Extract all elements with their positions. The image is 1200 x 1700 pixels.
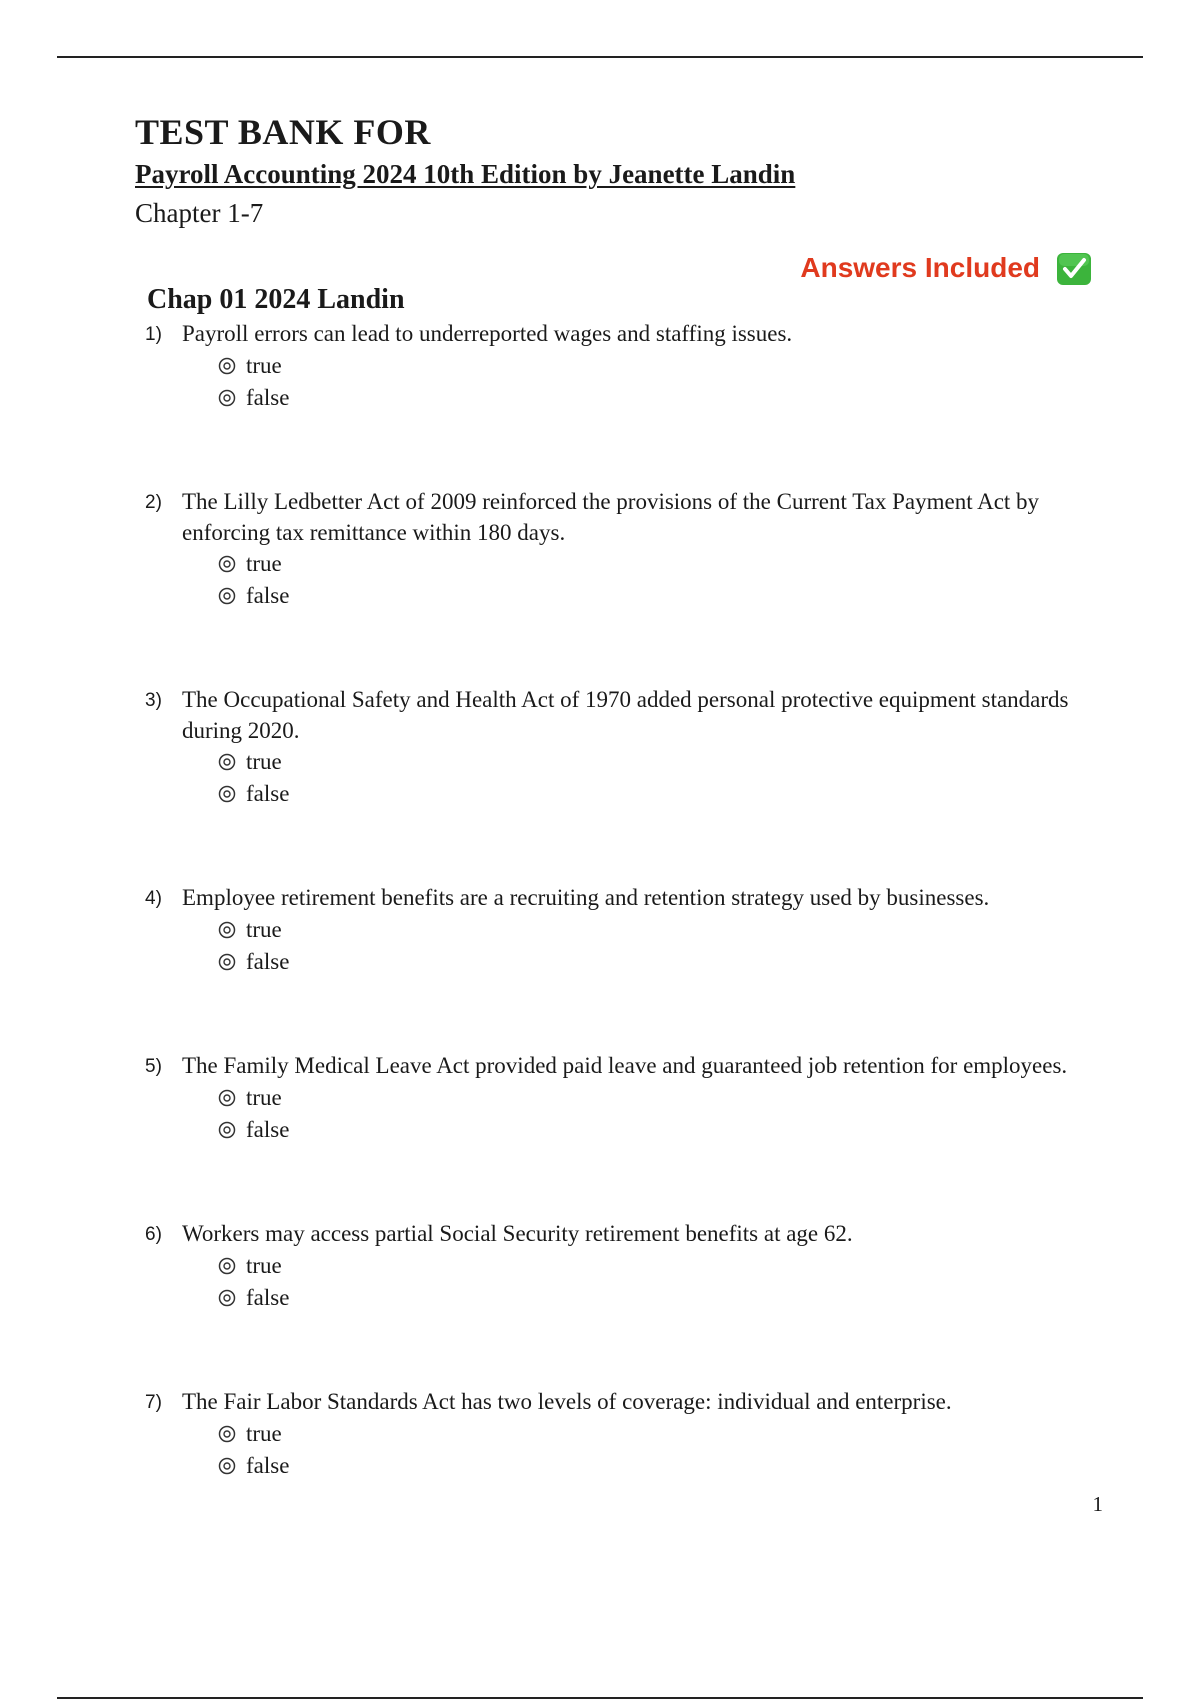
answer-options	[218, 1082, 1105, 1146]
answer-option-label: true	[246, 1253, 282, 1278]
answer-option-label: false	[246, 385, 290, 410]
radio-button-icon[interactable]	[218, 953, 236, 971]
answer-option-false[interactable]	[218, 1114, 1105, 1146]
question-item	[145, 1386, 1105, 1482]
answers-included-label: Answers Included	[800, 252, 1040, 283]
question-number: 5)	[145, 1056, 162, 1077]
radio-button-icon[interactable]	[218, 389, 236, 407]
radio-button-icon[interactable]	[218, 921, 236, 939]
check-mark-button-icon	[1056, 250, 1092, 286]
question-item	[145, 1218, 1105, 1314]
question-row	[145, 882, 1105, 914]
radio-button-icon[interactable]	[218, 1121, 236, 1139]
answer-option-label: true	[246, 353, 282, 378]
radio-button-icon[interactable]	[218, 1089, 236, 1107]
radio-button-icon[interactable]	[218, 785, 236, 803]
question-item	[145, 1050, 1105, 1146]
question-row	[145, 486, 1105, 548]
question-list	[145, 318, 1105, 1554]
answer-option-true[interactable]	[218, 1250, 1105, 1282]
question-row	[145, 1050, 1105, 1082]
answer-option-false[interactable]	[218, 946, 1105, 978]
radio-button-icon[interactable]	[218, 1425, 236, 1443]
question-item	[145, 318, 1105, 414]
radio-button-icon[interactable]	[218, 555, 236, 573]
question-text: The Lilly Ledbetter Act of 2009 reinforced the provisions of the Current Tax Payment Act by enforcing tax remittance within 180 days.	[182, 489, 1040, 545]
answer-options	[218, 1418, 1105, 1482]
answer-option-false[interactable]	[218, 1450, 1105, 1482]
answer-option-label: false	[246, 781, 290, 806]
top-rule	[57, 56, 1143, 58]
answer-option-label: false	[246, 949, 290, 974]
question-row	[145, 1386, 1105, 1418]
answer-option-true[interactable]	[218, 1418, 1105, 1450]
question-item	[145, 684, 1105, 810]
page-number: 1	[1092, 1492, 1103, 1516]
radio-button-icon[interactable]	[218, 587, 236, 605]
question-text: The Occupational Safety and Health Act of 1970 added personal protective equipment standards during 2020.	[182, 687, 1069, 743]
question-text: Workers may access partial Social Security retirement benefits at age 62.	[182, 1221, 853, 1246]
radio-button-icon[interactable]	[218, 753, 236, 771]
question-number: 4)	[145, 888, 162, 909]
answer-options	[218, 914, 1105, 978]
answer-option-true[interactable]	[218, 914, 1105, 946]
answer-option-label: true	[246, 1421, 282, 1446]
document-title: TEST BANK FOR	[135, 112, 431, 152]
radio-button-icon[interactable]	[218, 1457, 236, 1475]
radio-button-icon[interactable]	[218, 357, 236, 375]
answer-options	[218, 746, 1105, 810]
answer-option-label: true	[246, 551, 282, 576]
answer-option-label: false	[246, 1117, 290, 1142]
answer-option-label: true	[246, 917, 282, 942]
answer-option-label: true	[246, 1085, 282, 1110]
answer-option-label: false	[246, 1285, 290, 1310]
answer-options	[218, 1250, 1105, 1314]
answer-option-true[interactable]	[218, 350, 1105, 382]
document-subtitle: Payroll Accounting 2024 10th Edition by Jeanette Landin	[135, 159, 796, 189]
chapter-range: Chapter 1-7	[135, 198, 264, 228]
section-heading: Chap 01 2024 Landin	[147, 284, 405, 315]
question-row	[145, 318, 1105, 350]
question-row	[145, 1218, 1105, 1250]
answer-option-false[interactable]	[218, 580, 1105, 612]
question-row	[145, 684, 1105, 746]
bottom-rule	[57, 1697, 1143, 1699]
answer-option-false[interactable]	[218, 1282, 1105, 1314]
question-text: Payroll errors can lead to underreported wages and staffing issues.	[182, 321, 793, 346]
answer-option-label: true	[246, 749, 282, 774]
answer-option-false[interactable]	[218, 382, 1105, 414]
question-item	[145, 486, 1105, 612]
question-text: Employee retirement benefits are a recruiting and retention strategy used by businesses.	[182, 885, 990, 910]
radio-button-icon[interactable]	[218, 1289, 236, 1307]
question-number: 6)	[145, 1224, 162, 1245]
question-text: The Fair Labor Standards Act has two levels of coverage: individual and enterprise.	[182, 1389, 952, 1414]
question-number: 3)	[145, 690, 162, 711]
radio-button-icon[interactable]	[218, 1257, 236, 1275]
answer-option-label: false	[246, 1453, 290, 1478]
question-item	[145, 882, 1105, 978]
question-text: The Family Medical Leave Act provided paid leave and guaranteed job retention for employees.	[182, 1053, 1068, 1078]
answer-options	[218, 350, 1105, 414]
answer-option-true[interactable]	[218, 1082, 1105, 1114]
answers-included-badge	[800, 250, 1092, 286]
answer-option-label: false	[246, 583, 290, 608]
answer-option-false[interactable]	[218, 778, 1105, 810]
answer-options	[218, 548, 1105, 612]
question-number: 2)	[145, 492, 162, 513]
question-number: 1)	[145, 324, 162, 345]
question-number: 7)	[145, 1392, 162, 1413]
answer-option-true[interactable]	[218, 746, 1105, 778]
answer-option-true[interactable]	[218, 548, 1105, 580]
